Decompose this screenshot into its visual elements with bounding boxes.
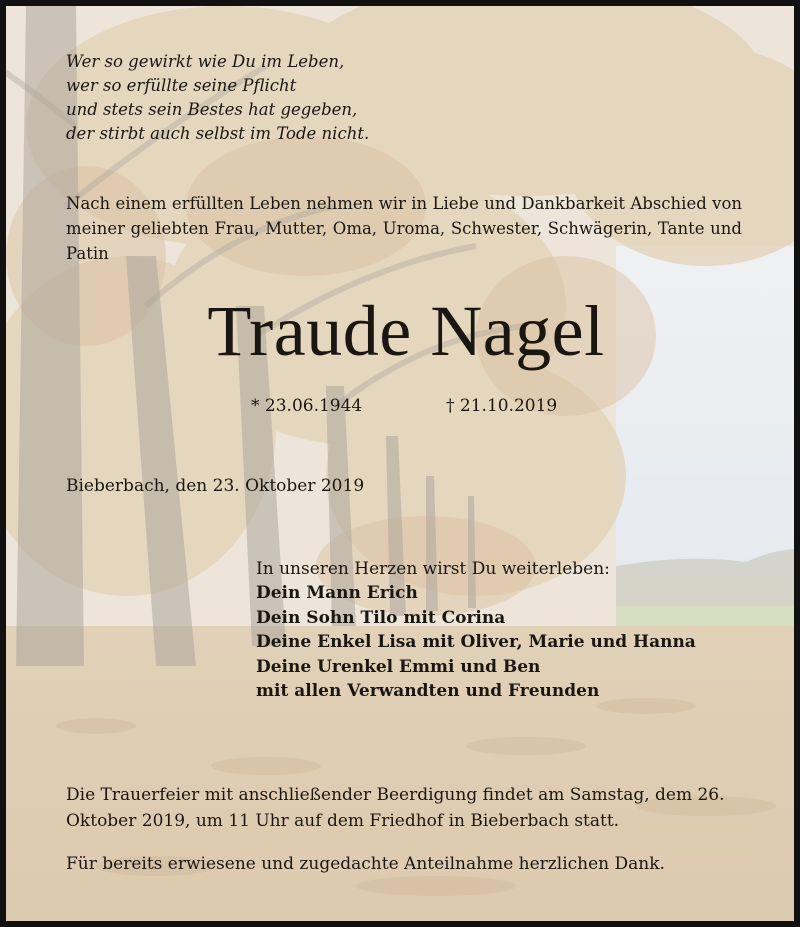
poem-line: der stirbt auch selbst im Tode nicht. — [66, 124, 370, 143]
deceased-name: Traude Nagel — [207, 291, 605, 371]
poem-line: Wer so gewirkt wie Du im Leben, — [66, 52, 345, 71]
mourners-list — [256, 557, 756, 704]
mourner-line: Deine Enkel Lisa mit Oliver, Marie und Hanna — [256, 632, 696, 652]
thanks-note: Für bereits erwiesene und zugedachte Anteilnahme herzlichen Dank. — [66, 854, 665, 874]
funeral-notice: Die Trauerfeier mit anschließender Beerdigung findet am Samstag, dem 26. Oktober 2019, um 11 Uhr auf dem Friedhof in Bieberbach statt. — [66, 785, 725, 831]
mourner-line: mit allen Verwandten und Freunden — [256, 681, 600, 701]
mourner-line: Dein Sohn Tilo mit Corina — [256, 607, 506, 628]
poem-line: wer so erfüllte seine Pflicht — [66, 76, 297, 95]
place-and-date: Bieberbach, den 23. Oktober 2019 — [66, 476, 365, 496]
death-date: † 21.10.2019 — [446, 396, 558, 416]
farewell-intro: Nach einem erfüllten Leben nehmen wir in Liebe und Dankbarkeit Abschied von meiner geliebten Frau, Mutter, Oma, Uroma, Schwester, Schwägerin, Tante und Patin — [66, 194, 742, 263]
mourner-line: Dein Mann Erich — [256, 583, 418, 603]
mourner-line: Deine Urenkel Emmi und Ben — [256, 656, 541, 677]
mourners-lead: In unseren Herzen wirst Du weiterleben: — [256, 559, 610, 579]
poem — [66, 50, 486, 146]
poem-line: und stets sein Bestes hat gegeben, — [66, 100, 358, 119]
birth-date: * 23.06.1944 — [251, 396, 363, 416]
